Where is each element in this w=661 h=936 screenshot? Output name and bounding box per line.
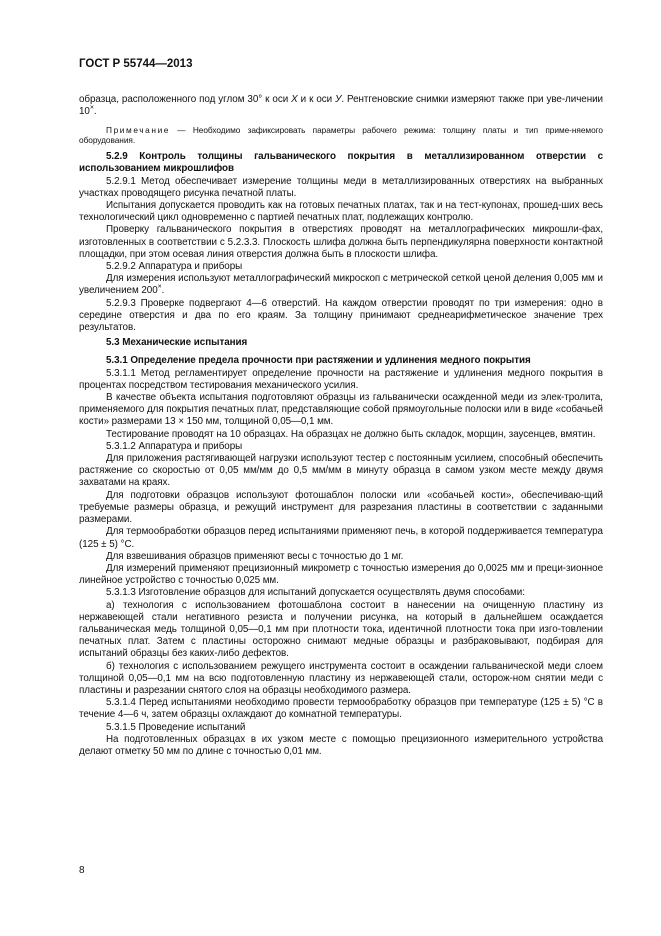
para-5-3-1-2f: Для измерений применяют прецизионный микрометр с точностью измерения до 0,0025 мм и преци-зионное линейное устройство с точностью 0,025 мм. — [79, 562, 603, 587]
para-5-2-9-1c: Проверку гальванического покрытия в отверстиях проводят на металлографических микрошли-фах, изготовленных в соответствии с 5.2.3.3. Плоскость шлифа должна быть перпендикулярна поверхности контактной площадки, при этом осевая линия отверстия должна быть в плоскости шлифа. — [79, 224, 603, 260]
para-5-3-1-2c: Для подготовки образцов используют фотошаблон полоски или «собачьей кости», обеспечиваю-щий требуемые размеры образца, и режущий инструмент для разрезания пластины в соответствии с заданными размерами. — [79, 489, 603, 526]
page-number: 8 — [79, 865, 85, 876]
para-5-3-1-2b: Для приложения растягивающей нагрузки используют тестер с постоянным усилием, способный обеспечить растяжение со скоростью от 0,05 мм/мм до 0,5 мм/мм в минуту образца в самом узком месте между двумя захватами на краях. — [79, 453, 603, 489]
para-5-3-1-1c: Тестирование проводят на 10 образцах. На образцах не должно быть складок, морщин, заусенцев, вмятин. — [106, 428, 596, 440]
para-5-2-9-3: 5.2.9.3 Проверке подвергают 4—6 отверстий. На каждом отверстии проводят по три измерения: одно в середине отверстия и два по его краям. За толщину принимают среднеарифметическое значение трех результатов. — [79, 297, 603, 334]
para-5-2-9-2b: Для измерения используют металлографический микроскоп с метрической сеткой ценой деления 0,005 мм и увеличением 200×. — [79, 273, 603, 297]
note-label: Примечание — [106, 124, 171, 135]
para-5-3-1-5b: На подготовленных образцах в их узком месте с помощью прецизионного измерительного устройства делают отметку 50 мм по длине с точностью 0,01 мм. — [79, 733, 603, 757]
para-5-3-1-3a: а) технология с использованием фотошаблона состоит в нанесении на очищенную пластину из нержавеющей стали негативного резиста и получении рисунка, на который в дальнейшем осаждается гальваническая медь толщиной 0,05—0,1 мм при плотности тока, идентичной плотности тока при изго-товлении печатных плат. Затем с пластины осторожно снимают медные образцы и разбраковывают, подбирая для испытаний образцы без каких-либо дефектов. — [79, 599, 603, 660]
para-5-2-9-2: 5.2.9.2 Аппаратура и приборы — [106, 261, 243, 273]
document-page — [79, 58, 603, 758]
para-5-3-1-5: 5.3.1.5 Проведение испытаний — [106, 721, 246, 733]
para-5-3-1-3: 5.3.1.3 Изготовление образцов для испытаний допускается осуществлять двумя способами: — [106, 587, 525, 599]
para-5-3-1-4: 5.3.1.4 Перед испытаниями необходимо провести термообработку образцов при температуре (125 ± 5) °С в течение 4—6 ч, затем образцы охлаждают до комнатной температуры. — [79, 697, 603, 721]
section-5-3-title: 5.3 Механические испытания — [106, 337, 248, 349]
para-5-3-1-2: 5.3.1.2 Аппаратура и приборы — [106, 440, 243, 452]
para-5-3-1-3b: б) технология с использованием режущего инструмента состоит в осаждении гальванической меди слоем толщиной 0,05—0,1 мм на всю подготовленную пластину из нержавеющей стали, осторож-ном снятии меди с пластины и разрезании снятого слоя на образцы необходимого размера. — [79, 660, 603, 696]
para-5-3-1-1: 5.3.1.1 Метод регламентирует определение прочности на растяжение и удлинения медного покрытия в процентах посредством тестирования механического усилия. — [79, 367, 603, 391]
para-5-2-9-1b: Испытания допускается проводить как на готовых печатных платах, так и на тест-купонах, прошед-ших весь технологический цикл одновременно с партией печатных плат, подлежащих контролю. — [79, 200, 603, 224]
intro-paragraph: образца, расположенного под углом 30° к оси X и к оси У. Рентгеновские снимки измеряют также при уве-личении 10×. — [79, 94, 603, 118]
para-5-2-9-1: 5.2.9.1 Метод обеспечивает измерение толщины меди в металлизированных отверстиях на выбранных участках проводящего рисунка печатной платы. — [79, 175, 603, 199]
section-5-3-1-title: 5.3.1 Определение предела прочности при растяжении и удлинения медного покрытия — [106, 355, 531, 367]
para-5-3-1-1b: В качестве объекта испытания подготовляют образцы из гальванически осажденной меди из элек-тролита, применяемого для покрытия печатных плат, представляющие собой прямоугольные полоски или в виде «собачьей кости» размерами 13 × 150 мм, толщиной 0,05—0,1 мм. — [79, 392, 603, 428]
note-paragraph — [79, 125, 603, 147]
note-text: — Необходимо зафиксировать параметры рабочего режима: толщину платы и тип приме-няемого оборудования. — [79, 124, 603, 146]
section-5-2-9-title: 5.2.9 Контроль толщины гальванического покрытия в металлизированном отверстии с использованием микрошлифов — [79, 151, 603, 175]
para-5-3-1-2e: Для взвешивания образцов применяют весы с точностью до 1 мг. — [106, 550, 404, 562]
para-5-3-1-2d: Для термообработки образцов перед испытаниями применяют печь, в которой поддерживается температура (125 ± 5) °С. — [79, 526, 603, 550]
document-header: ГОСТ Р 55744—2013 — [79, 58, 193, 70]
